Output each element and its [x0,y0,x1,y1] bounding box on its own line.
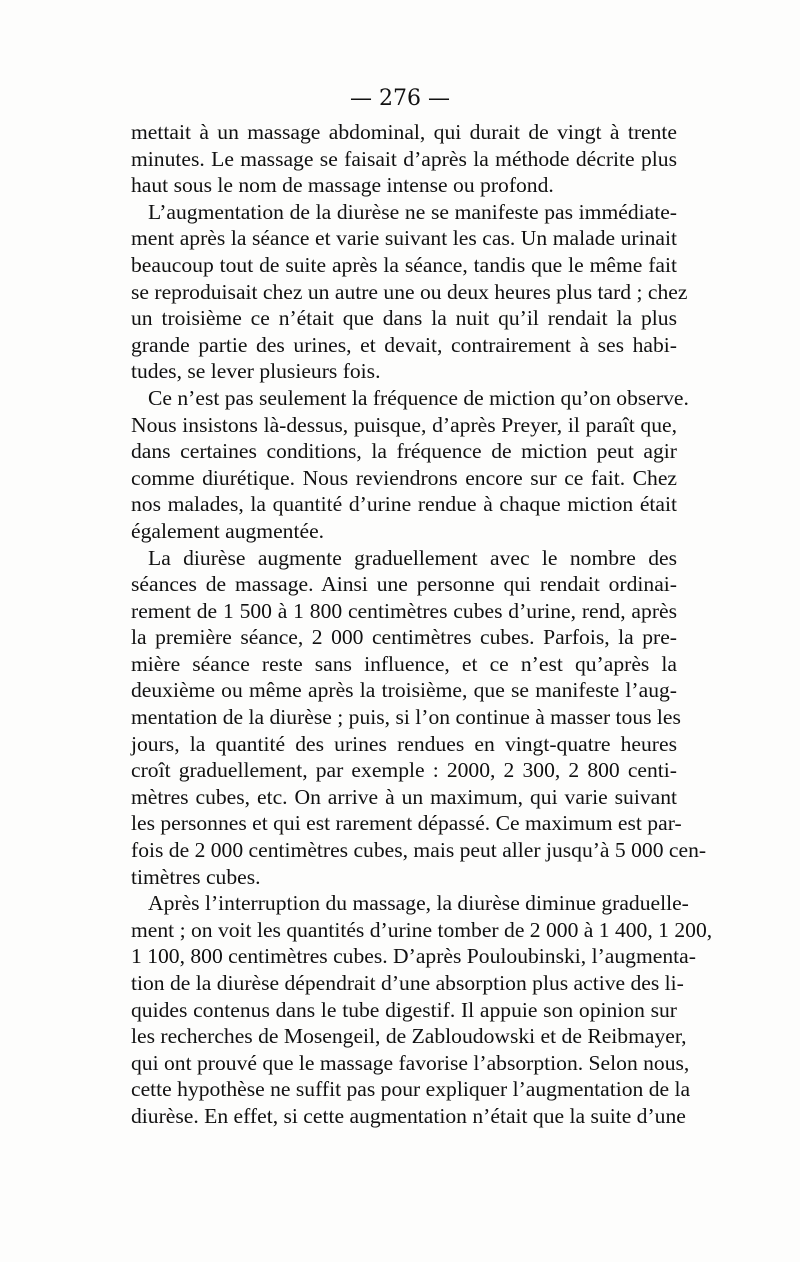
text-line: cette hypothèse ne suffit pas pour expliquer l’augmentation de la [131,1077,691,1102]
text-line: mètres cubes, etc. On arrive à un maximum, qui varie suivant [131,784,677,809]
text-line: quides contenus dans le tube digestif. Il appuie son opinion sur [131,997,677,1022]
text-line: beaucoup tout de suite après la séance, tandis que le même fait [131,252,677,277]
page-number: — 276 — [350,86,450,111]
text-line: comme diurétique. Nous reviendrons encore sur ce fait. Chez [131,465,677,490]
text-line: 1 100, 800 centimètres cubes. D’après Pouloubinski, l’augmenta- [131,944,696,969]
text-line: se reproduisait chez un autre une ou deux heures plus tard ; chez [131,279,688,304]
text-line: deuxième ou même après la troisième, que se manifeste l’aug- [131,678,677,703]
text-line: grande partie des urines, et devait, contrairement à ses habi- [131,332,677,357]
text-line: ment après la séance et varie suivant les cas. Un malade urinait [131,226,677,251]
text-line: séances de massage. Ainsi une personne qui rendait ordinai- [131,572,677,597]
text-line: rement de 1 500 à 1 800 centimètres cubes d’urine, rend, après [131,598,677,623]
text-line: également augmentée. [131,518,325,543]
text-line: diurèse. En effet, si cette augmentation n’était que la suite d’une [131,1103,686,1128]
text-line: un troisième ce n’était que dans la nuit qu’il rendait la plus [131,306,677,331]
text-line: mentation de la diurèse ; puis, si l’on continue à masser tous les [131,705,681,730]
text-line: minutes. Le massage se faisait d’après la méthode décrite plus [131,146,677,171]
text-line: Après l’interruption du massage, la diurèse diminue graduelle- [148,891,689,916]
body-text [131,119,713,1130]
text-line: les personnes et qui est rarement dépassé. Ce maximum est par- [131,811,682,836]
text-line: ment ; on voit les quantités d’urine tomber de 2 000 à 1 400, 1 200, [131,917,713,942]
text-line: fois de 2 000 centimètres cubes, mais peut aller jusqu’à 5 000 cen- [131,838,707,863]
text-line: nos malades, la quantité d’urine rendue à chaque miction était [131,492,677,517]
text-line: dans certaines conditions, la fréquence de miction peut agir [131,439,677,464]
text-line: les recherches de Mosengeil, de Zabloudowski et de Reibmayer, [131,1024,687,1049]
text-line: Ce n’est pas seulement la fréquence de miction qu’on observe. [148,385,689,410]
text-line: tion de la diurèse dépendrait d’une absorption plus active des li- [131,971,684,995]
text-line: croît graduellement, par exemple : 2000, 2 300, 2 800 centi- [131,758,677,783]
text-line: L’augmentation de la diurèse ne se manifeste pas immédiate- [148,199,677,224]
text-line: mettait à un massage abdominal, qui durait de vingt à trente [131,120,677,144]
text-line: haut sous le nom de massage intense ou profond. [131,173,554,198]
text-line: la première séance, 2 000 centimètres cubes. Parfois, la pre- [131,625,677,650]
text-line: jours, la quantité des urines rendues en vingt-quatre heures [131,731,677,756]
text-line: tudes, se lever plusieurs fois. [131,359,381,384]
text-line: timètres cubes. [131,864,261,889]
text-line: qui ont prouvé que le massage favorise l’absorption. Selon nous, [131,1050,690,1075]
text-line: La diurèse augmente graduellement avec le nombre des [148,545,677,570]
text-line: mière séance reste sans influence, et ce n’est qu’après la [131,651,677,676]
text-line: Nous insistons là-dessus, puisque, d’après Preyer, il paraît que, [131,412,677,437]
